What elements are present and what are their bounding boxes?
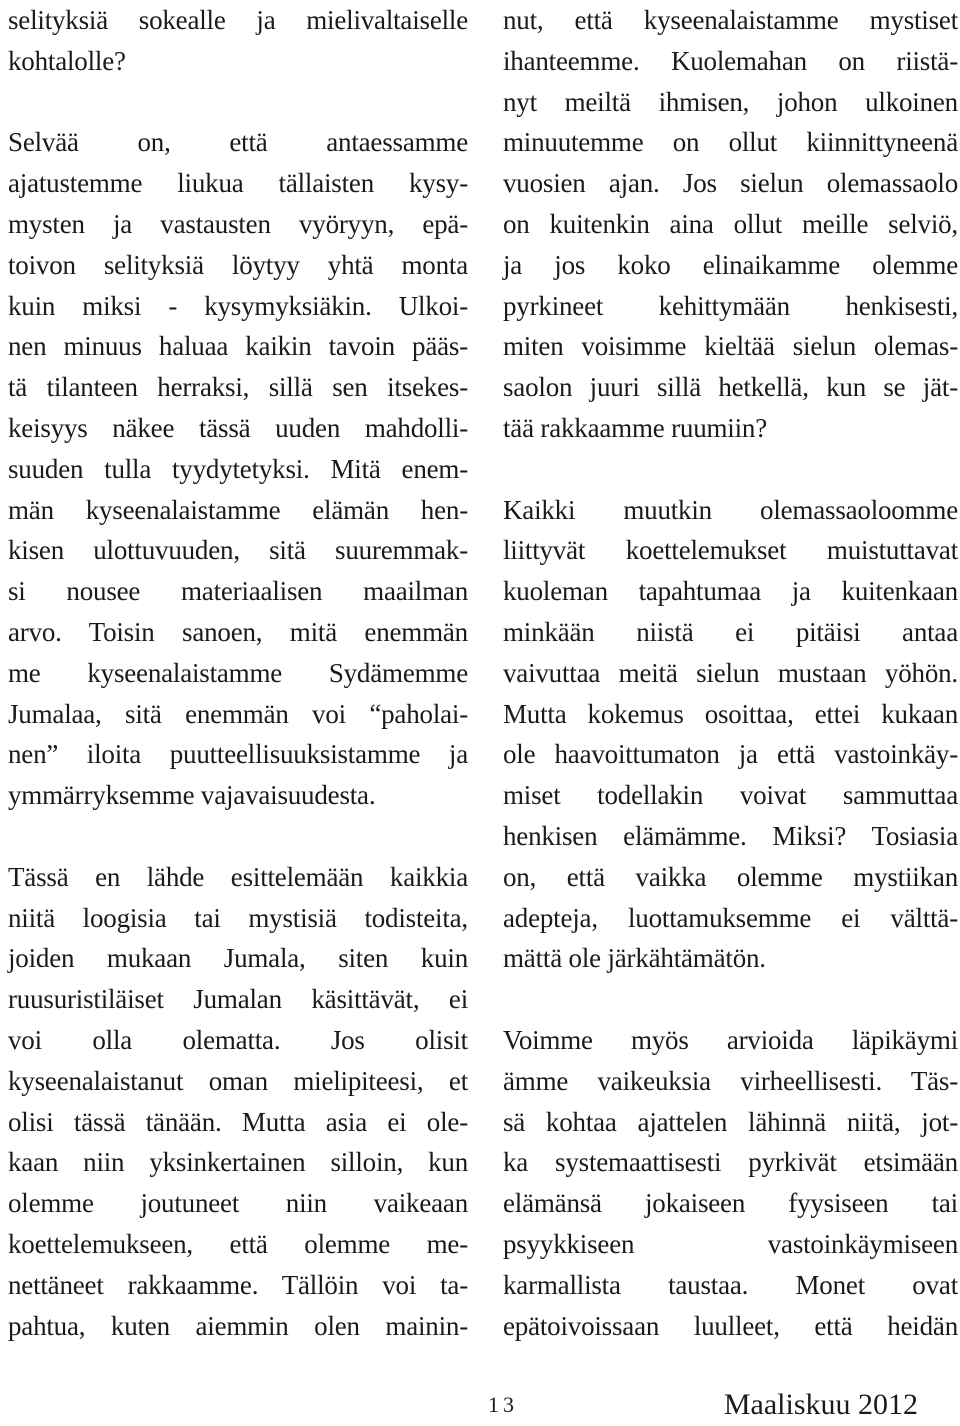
text-line: nettäneet rakkaamme. Tällöin voi ta- xyxy=(8,1269,468,1300)
text-line: pahtua, kuten aiemmin olen mainin- xyxy=(8,1310,468,1341)
text-line: kuin miksi - kysymyksiäkin. Ulkoi- xyxy=(8,290,468,321)
text-line: ruusuristiläiset Jumalan käsittävät, ei xyxy=(8,984,468,1015)
right-text-column xyxy=(503,0,958,1346)
text-line: vuosien ajan. Jos sielun olemassaolo xyxy=(503,168,958,199)
text-line: pyrkineet kehittymään henkisesti, xyxy=(503,290,958,321)
text-line: ymmärryksemme vajavaisuudesta. xyxy=(8,780,376,811)
paragraph xyxy=(8,857,468,1347)
left-text-column xyxy=(8,0,468,1346)
text-line: selityksiä sokealle ja mielivaltaiselle xyxy=(8,5,468,35)
text-line: Voimme myös arvioida läpikäymi xyxy=(503,1024,958,1055)
text-line: miset todellakin voivat sammuttaa xyxy=(503,780,958,811)
text-line: Tässä en lähde esittelemään kaikkia xyxy=(8,861,468,892)
text-line: män kyseenalaistamme elämän hen- xyxy=(8,494,468,525)
paragraph xyxy=(503,0,958,449)
text-line: mättä ole järkähtämätön. xyxy=(503,943,766,974)
text-line: tää rakkaamme ruumiin? xyxy=(503,412,767,443)
text-line: on, että vaikka olemme mystiikan xyxy=(503,861,958,892)
text-line: ihanteemme. Kuolemahan on riistä- xyxy=(503,45,958,76)
text-line: sä kohtaa ajattelen lähinnä niitä, jot- xyxy=(503,1106,958,1137)
text-line: nen minuus haluaa kaikin tavoin pääs- xyxy=(8,331,468,362)
text-line: voi olla olematta. Jos olisit xyxy=(8,1024,468,1055)
text-line: niitä loogisia tai mystisiä todisteita, xyxy=(8,902,468,933)
text-line: me kyseenalaistamme Sydämemme xyxy=(8,657,468,688)
text-line: arvo. Toisin sanoen, mitä enemmän xyxy=(8,616,468,647)
text-line: ole haavoittumaton ja että vastoinkäy- xyxy=(503,739,958,770)
paragraph xyxy=(8,0,468,82)
text-line: toivon selityksiä löytyy yhtä monta xyxy=(8,249,468,280)
text-line: kyseenalaistanut oman mielipiteesi, et xyxy=(8,1065,468,1096)
text-line: Mutta kokemus osoittaa, ettei kukaan xyxy=(503,698,958,729)
text-line: Jumalaa, sitä enemmän voi “paholai- xyxy=(8,698,468,729)
paragraph xyxy=(503,1020,958,1346)
text-line: epätoivoissaan luulleet, että heidän xyxy=(503,1310,958,1341)
text-line: miten voisimme kieltää sielun olemas- xyxy=(503,331,958,362)
text-line: nen” iloita puutteellisuuksistamme ja xyxy=(8,739,468,770)
paragraph xyxy=(503,490,958,980)
text-line: kuoleman tapahtumaa ja kuitenkaan xyxy=(503,576,958,607)
page-number: 13 xyxy=(488,1392,518,1417)
text-line: nyt meiltä ihmisen, johon ulkoinen xyxy=(503,86,958,117)
issue-date: Maaliskuu 2012 xyxy=(723,1388,918,1421)
text-line: psyykkiseen vastoinkäymiseen xyxy=(503,1228,958,1259)
text-line: mysten ja vastausten vyöryyn, epä- xyxy=(8,208,468,239)
text-line: joiden mukaan Jumala, siten kuin xyxy=(8,943,468,974)
text-line: adepteja, luottamuksemme ei välttä- xyxy=(503,902,958,933)
text-line: si nousee materiaalisen maailman xyxy=(8,576,468,607)
text-line: kisen ulottuvuuden, sitä suuremmak- xyxy=(8,535,468,566)
text-line: kaan niin yksinkertainen silloin, kun xyxy=(8,1147,468,1178)
text-line: minkään niistä ei pitäisi antaa xyxy=(503,616,958,647)
text-line: kohtalolle? xyxy=(8,45,126,76)
text-line: Kaikki muutkin olemassaoloomme xyxy=(503,494,958,525)
text-line: suuden tulla tyydytetyksi. Mitä enem- xyxy=(8,453,468,484)
text-line: minuutemme on ollut kiinnittyneenä xyxy=(503,127,958,158)
text-line: olemme joutuneet niin vaikeaan xyxy=(8,1188,468,1219)
text-line: Selvää on, että antaessamme xyxy=(8,127,468,158)
text-line: ja jos koko elinaikamme olemme xyxy=(503,249,958,280)
text-line: henkisen elämämme. Miksi? Tosiasia xyxy=(503,820,958,851)
text-line: vaivuttaa meitä sielun mustaan yöhön. xyxy=(503,657,958,688)
text-line: liittyvät koettelemukset muistuttavat xyxy=(503,535,958,566)
text-line: ajatustemme liukua tällaisten kysy- xyxy=(8,168,468,199)
text-line: elämänsä jokaiseen fyysiseen tai xyxy=(503,1188,958,1219)
text-line: koettelemukseen, että olemme me- xyxy=(8,1228,468,1259)
text-line: on kuitenkin aina ollut meille selviö, xyxy=(503,208,958,239)
text-line: ämme vaikeuksia virheellisesti. Täs- xyxy=(503,1065,958,1096)
text-line: saolon juuri sillä hetkellä, kun se jät- xyxy=(503,372,958,403)
text-line: olisi tässä tänään. Mutta asia ei ole- xyxy=(8,1106,468,1137)
paragraph xyxy=(8,122,468,816)
text-line: ka systemaattisesti pyrkivät etsimään xyxy=(503,1147,958,1178)
text-line: karmallista taustaa. Monet ovat xyxy=(503,1269,958,1300)
text-line: keisyys näkee tässä uuden mahdolli- xyxy=(8,412,468,443)
text-line: nut, että kyseenalaistamme mystiset xyxy=(503,5,958,35)
text-line: tä tilanteen herraksi, sillä sen itsekes- xyxy=(8,372,468,403)
